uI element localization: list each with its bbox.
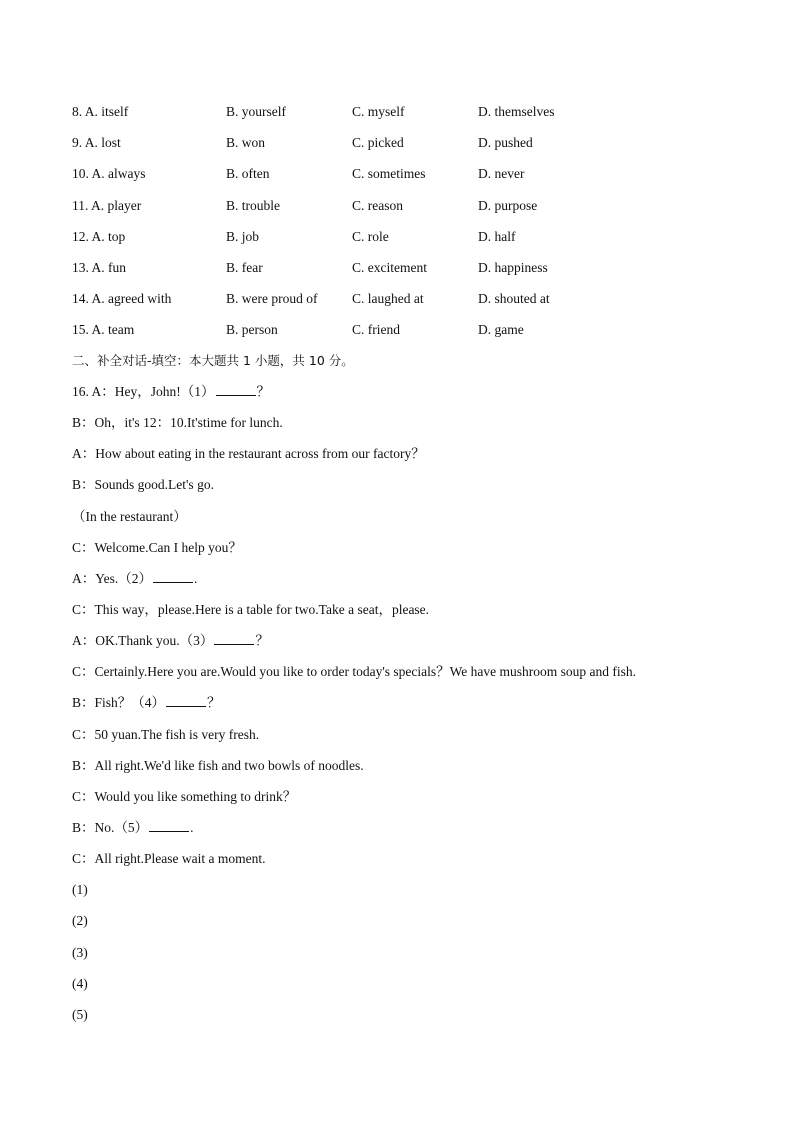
- dialog-text: C：Welcome.Can I help you？: [72, 539, 242, 555]
- question-row-13: [72, 257, 722, 288]
- question-row-15: [72, 319, 722, 350]
- option-c: C. sometimes: [352, 166, 426, 182]
- option-b: B. yourself: [226, 104, 286, 119]
- option-d: D. half: [478, 228, 516, 244]
- dialog-text: （In the restaurant）: [72, 508, 187, 524]
- dialog-punct: ？: [255, 633, 269, 649]
- dialog-line: [72, 692, 732, 723]
- dialog-punct: .: [194, 570, 198, 586]
- dialog-line: [72, 630, 732, 661]
- dialog-completion: [72, 381, 732, 1035]
- option-c: C. friend: [352, 322, 400, 338]
- option-c: C. reason: [352, 197, 403, 213]
- dialog-text: A：Yes.（2）: [72, 570, 153, 586]
- option-d: D. themselves: [478, 104, 555, 119]
- question-number-option-a: 9. A. lost: [72, 135, 121, 151]
- option-d: D. never: [478, 166, 525, 182]
- question-number-option-a: 14. A. agreed with: [72, 291, 172, 307]
- dialog-line: [72, 443, 732, 474]
- answer-label: (5): [72, 1006, 88, 1022]
- dialog-text: A：OK.Thank you.（3）: [72, 633, 214, 649]
- dialog-line: [72, 474, 732, 505]
- answer-blank: [166, 694, 206, 707]
- option-c: C. myself: [352, 104, 405, 119]
- dialog-punct: ？: [256, 384, 270, 399]
- question-number-option-a: 8. A. itself: [72, 104, 129, 119]
- question-row-11: [72, 195, 722, 226]
- question-number-option-a: 11. A. player: [72, 197, 142, 213]
- answer-blank: [216, 383, 256, 396]
- option-d: D. purpose: [478, 197, 538, 213]
- option-b: B. won: [226, 135, 266, 151]
- question-number-option-a: 12. A. top: [72, 228, 126, 244]
- dialog-text: B：Oh，it's 12：10.It'stime for lunch.: [72, 415, 283, 431]
- dialog-line: [72, 786, 732, 817]
- dialog-text: B：No.（5）: [72, 819, 149, 835]
- option-d: D. shouted at: [478, 291, 550, 307]
- dialog-line: [72, 724, 732, 755]
- question-number-option-a: 10. A. always: [72, 166, 146, 182]
- dialog-text: B：Sounds good.Let's go.: [72, 477, 214, 493]
- dialog-punct: .: [190, 819, 194, 835]
- dialog-line: [72, 568, 732, 599]
- dialog-text: C：Would you like something to drink？: [72, 788, 297, 804]
- option-b: B. often: [226, 166, 270, 182]
- option-b: B. person: [226, 322, 278, 338]
- option-c: C. excitement: [352, 259, 427, 275]
- option-b: B. fear: [226, 259, 263, 275]
- answer-label: (4): [72, 975, 88, 991]
- option-d: D. game: [478, 322, 524, 338]
- dialog-line: [72, 412, 732, 443]
- option-d: D. happiness: [478, 259, 548, 275]
- dialog-punct: ？: [207, 695, 221, 711]
- dialog-line: [72, 661, 732, 692]
- option-c: C. picked: [352, 135, 404, 151]
- question-number-option-a: 13. A. fun: [72, 259, 126, 275]
- option-b: B. were proud of: [226, 291, 318, 307]
- answer-label: (2): [72, 913, 88, 929]
- answer-label: (3): [72, 944, 88, 960]
- dialog-text: C：Certainly.Here you are.Would you like to order today's specials？We have mushroom soup and fish.: [72, 664, 637, 680]
- option-b: B. job: [226, 228, 260, 244]
- dialog-line: [72, 381, 732, 412]
- dialog-text: 16. A：Hey，John!（1）: [72, 384, 215, 399]
- option-d: D. pushed: [478, 135, 533, 151]
- dialog-line: [72, 848, 732, 879]
- answer-label: (1): [72, 882, 88, 898]
- dialog-line: [72, 817, 732, 848]
- option-b: B. trouble: [226, 197, 280, 213]
- answer-blank: [149, 819, 189, 832]
- option-c: C. laughed at: [352, 291, 424, 307]
- dialog-text: C：All right.Please wait a moment.: [72, 851, 266, 867]
- question-row-8: [72, 101, 722, 132]
- dialog-text: A：How about eating in the restaurant across from our factory？: [72, 446, 425, 462]
- dialog-line: [72, 755, 732, 786]
- dialog-text: C：50 yuan.The fish is very fresh.: [72, 726, 260, 742]
- dialog-text: B：All right.We'd like fish and two bowls of noodles.: [72, 757, 364, 773]
- dialog-text: B：Fish？（4）: [72, 695, 166, 711]
- question-row-14: [72, 288, 722, 319]
- question-row-9: [72, 132, 722, 163]
- answer-blank: [153, 570, 193, 583]
- dialog-line: [72, 537, 732, 568]
- option-c: C. role: [352, 228, 389, 244]
- multiple-choice-options: [72, 101, 722, 351]
- dialog-line: [72, 506, 732, 537]
- section-heading: 二、补全对话-填空：本大题共 1 小题，共 10 分。: [72, 353, 354, 368]
- dialog-text: C：This way，please.Here is a table for two.Take a seat，please.: [72, 601, 430, 617]
- question-row-12: [72, 226, 722, 257]
- question-row-10: [72, 163, 722, 194]
- question-number-option-a: 15. A. team: [72, 322, 135, 338]
- answer-blank: [214, 632, 254, 645]
- dialog-line: [72, 599, 732, 630]
